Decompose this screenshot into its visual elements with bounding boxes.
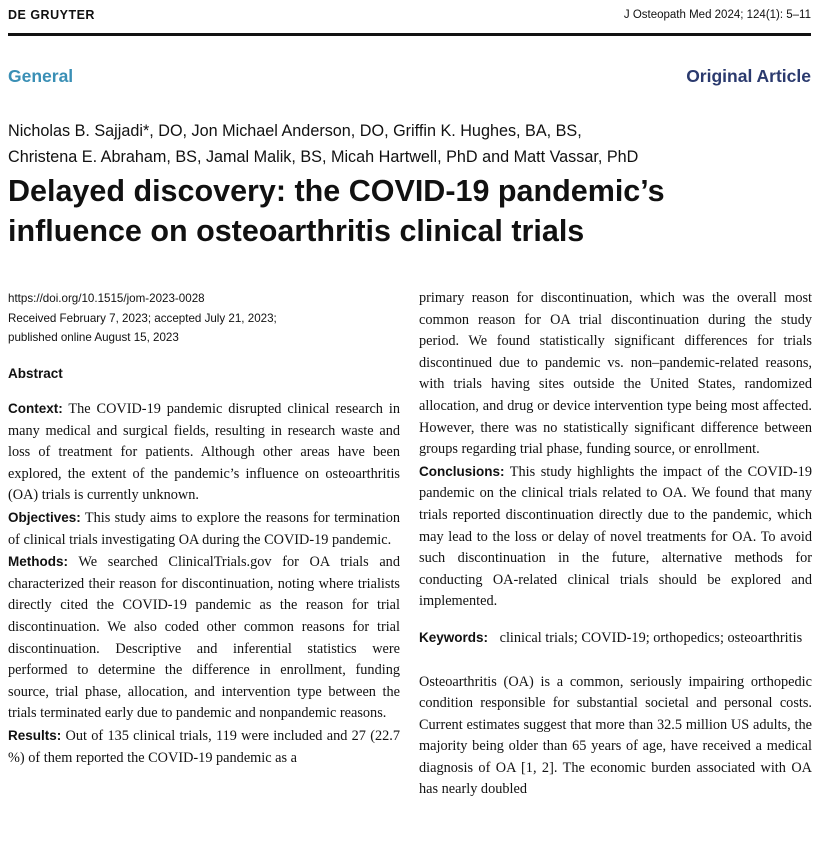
received-date: Received February 7, 2023; accepted July 21, 2023;: [8, 311, 277, 325]
results-text-continued: primary reason for discontinuation, which was the overall most common reason for OA trial discontinuation during the study period. We found statistically significant differences for trials discontinued due to pandemic vs. non–pandemic-related reasons, with trials having sites outside the United States, randomized allocation, and drug or device intervention type being most affected. However, there was no statistically significant difference between groups regarding trial phase, funding source, or enrollment.: [419, 290, 812, 458]
conclusions-text: This study highlights the impact of the COVID-19 pandemic on the clinical trials related to OA. We found that many trials reported discontinuation directly due to the pandemic, which may lead to the loss or delay of novel treatments for OA. To avoid such discontinuation in the future, alternative methods for conducting OA-related clinical trials should be explored and implemented.: [419, 463, 812, 610]
article-title: [8, 171, 813, 251]
keywords-label: Keywords:: [419, 629, 489, 645]
doi-link[interactable]: https://doi.org/10.1515/jom-2023-0028: [8, 292, 205, 305]
left-column: [8, 289, 400, 769]
publisher-name: DE GRUYTER: [8, 8, 95, 22]
methods-text: We searched ClinicalTrials.gov for OA trials and characterized their reason for discontinuation, noting where trialists directly cited the COVID-19 pandemic as the reason for trial discontinuation. We also coded other common reasons for trial discontinuation. Descriptive and inferential statistics were performed to determine the difference in enrollment, funding source, trial phase, allocation, and intervention type between the trials terminated early due to pandemic and nonpandemic reasons.: [8, 554, 400, 722]
article-metadata: [8, 289, 400, 348]
published-date: published online August 15, 2023: [8, 331, 179, 344]
title-line: influence on osteoarthritis clinical trials: [8, 214, 585, 248]
context-label: Context:: [8, 401, 63, 417]
journal-header: [8, 6, 811, 28]
journal-citation: J Osteopath Med 2024; 124(1): 5–11: [623, 9, 811, 21]
conclusions-label: Conclusions:: [419, 463, 505, 479]
keywords: [419, 627, 812, 650]
abstract-heading: Abstract: [8, 365, 63, 381]
title-line: Delayed discovery: the COVID-19 pandemic’s: [8, 174, 665, 208]
results-text: Out of 135 clinical trials, 119 were included and 27 (22.7 %) of them reported the COVID-19 pandemic as a: [8, 728, 400, 766]
section-label: General: [8, 66, 74, 86]
author-list: [8, 118, 808, 170]
abstract-context: [8, 398, 400, 507]
objectives-label: Objectives:: [8, 510, 81, 526]
context-text: The COVID-19 pandemic disrupted clinical research in many medical and surgical fields, resulting in research waste and loss of treatment for patients. Although other areas have been explored, the extent of the pandemic’s influence on osteoarthritis (OA) trials is currently unknown.: [8, 401, 400, 504]
keywords-text: clinical trials; COVID-19; orthopedics; osteoarthritis: [499, 629, 803, 646]
author-line: Christena E. Abraham, BS, Jamal Malik, BS, Micah Hartwell, PhD and Matt Vassar, PhD: [8, 148, 639, 166]
right-column: [419, 288, 812, 801]
methods-label: Methods:: [8, 554, 68, 570]
abstract-methods: [8, 551, 400, 725]
abstract-results: [8, 725, 400, 769]
article-type-label: Original Article: [686, 66, 811, 86]
header-rule: [8, 33, 811, 36]
author-line: Nicholas B. Sajjadi*, DO, Jon Michael Anderson, DO, Griffin K. Hughes, BA, BS,: [8, 122, 582, 140]
abstract-objectives: [8, 507, 400, 551]
objectives-text: This study aims to explore the reasons for termination of clinical trials investigating OA during the COVID-19 pandemic.: [8, 510, 400, 548]
abstract-conclusions: [419, 461, 812, 613]
introduction-paragraph: Osteoarthritis (OA) is a common, seriously impairing orthopedic condition responsible for substantial societal and personal costs. Current estimates suggest that more than 32.5 million US adults, the majority being older than 65 years of age, have received a medical diagnosis of OA [1, 2]. The economic burden associated with OA has nearly doubled: [419, 673, 812, 798]
results-label: Results:: [8, 728, 62, 743]
